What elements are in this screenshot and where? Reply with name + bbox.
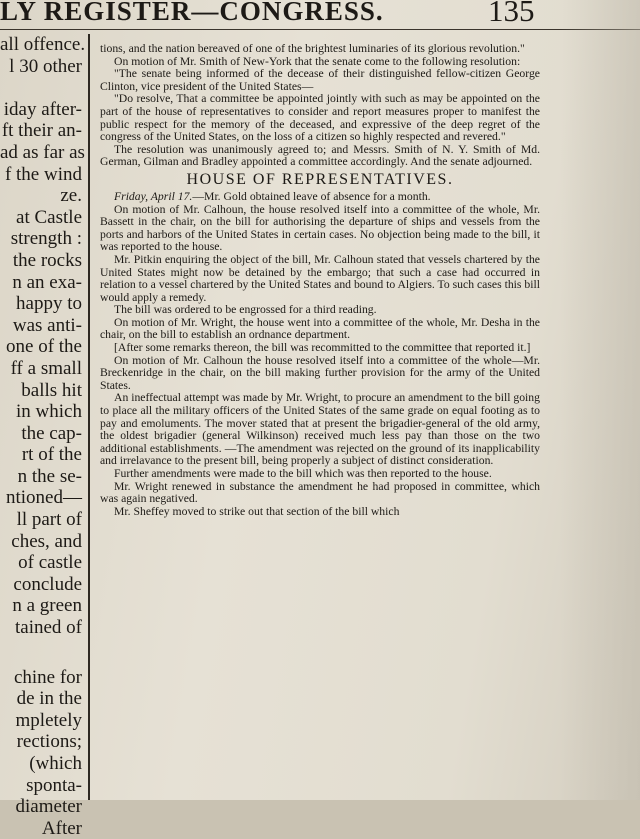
left-column-line: tained of: [14, 617, 82, 639]
left-column-gap: [0, 639, 84, 667]
left-column-line: n an exa-: [12, 271, 82, 293]
left-column-line: was anti-: [12, 314, 82, 336]
left-column-line: ches, and: [11, 530, 82, 552]
left-column-line: rt of the: [21, 444, 82, 466]
main-column: [100, 43, 540, 518]
paragraph: On motion of Mr. Smith of New-York that the senate come to the following resolution:: [114, 54, 521, 68]
page-shadow: [560, 0, 640, 800]
paragraph-text: —Mr. Gold obtained leave of absence for a month.: [192, 189, 431, 203]
left-column-line: iday after-: [3, 98, 82, 120]
left-column-line: [0, 77, 84, 99]
left-column-line: ll part of: [16, 509, 82, 531]
page-header: [0, 0, 640, 30]
left-column-fragment: [0, 34, 86, 839]
left-column-line: at Castle: [16, 206, 82, 228]
left-column-top: [0, 34, 84, 639]
left-column-line: f the wind: [4, 163, 82, 185]
paragraph: Mr. Sheffey moved to strike out that section of the bill which: [114, 504, 400, 518]
paragraph: [After some remarks thereon, the bill was recommitted to the committee that reported it.]: [114, 341, 531, 355]
left-column-line: strength :: [10, 228, 82, 250]
left-column-line: ad as far as: [0, 141, 85, 163]
left-column-line: of castle: [18, 552, 82, 574]
left-column-line: conclude: [13, 573, 82, 595]
left-column-line: the cap-: [21, 422, 82, 444]
paragraph: [100, 191, 540, 204]
running-title: LY REGISTER—CONGRESS.: [0, 0, 384, 26]
left-column-line: ntioned—: [6, 487, 82, 509]
date-label: Friday, April 17.: [114, 189, 193, 203]
paragraph: An ineffectual attempt was made by Mr. Wright, to procure an amendment to the bill going to place all the military officers of the United States of the same grade on equal footing as to pay and emoluments. The mover stated that at present the brigadier-general of the old army, the oldest brigadier (general Wilkinson) received much less pay than those on the two additional establishments. —The amendment was rejected on the ground of its inapplicability and irrelavance to the present bill, being properly a subject of distinct consideration.: [100, 391, 540, 468]
left-column-line: n the se-: [17, 465, 82, 487]
quoted-paragraph: "The senate being informed of the decease of their distinguished fellow-citizen George Clinton, vice president of the United States—: [100, 67, 540, 93]
left-column-line: all offence.: [0, 34, 86, 55]
left-column-line: (which: [29, 753, 82, 774]
paragraph: Mr. Wright renewed in substance the amendment he had proposed in committee, which was again negatived.: [100, 479, 540, 506]
section-heading: HOUSE OF REPRESENTATIVES.: [186, 170, 454, 188]
left-column-line: mpletely: [15, 709, 82, 731]
left-column-line: de in the: [16, 688, 82, 710]
paragraph: Mr. Pitkin enquiring the object of the bill, Mr. Calhoun stated that vessels chartered by the United States might now be detained by the embargo; that such a case had occurred in relation to a vessel chartered by the United States and bound to Algiers. To such cases this bill would apply a remedy.: [100, 252, 540, 304]
left-column-line: ze.: [60, 185, 82, 207]
paragraph: The bill was ordered to be engrossed for a third reading.: [114, 303, 377, 317]
left-column-line: chine for: [13, 666, 82, 688]
left-column-line: l 30 other: [9, 55, 82, 77]
left-column-line: rections;: [16, 731, 82, 753]
left-column-line: happy to: [16, 293, 82, 315]
paragraph: On motion of Mr. Wright, the house went into a committee of the whole, Mr. Desha in the chair, on the bill to establish an ordnance department.: [100, 315, 540, 342]
quoted-paragraph: "Do resolve, That a committee be appointed jointly with such as may be appointed on the part of the house of representatives to consider and report measures proper to manifest the public respect for the memory of the deceased, and expressive of the deep regret of the congress of the United States, on the loss of a citizen so highly respected and revered.": [100, 92, 540, 144]
left-column-line: balls hit: [21, 379, 82, 401]
left-column-line: the rocks: [12, 249, 82, 271]
left-column-line: in which: [16, 401, 82, 423]
left-column-bottom: [0, 667, 84, 839]
left-column-line: sponta-: [26, 774, 82, 796]
paragraph: Further amendments were made to the bill which was then reported to the house.: [114, 467, 492, 480]
left-column-line: diameter: [15, 796, 82, 818]
paragraph: The resolution was unanimously agreed to; and Messrs. Smith of N. Y. Smith of Md. German, Gilman and Bradley appointed a committee accordingly. And the senate adjourned.: [100, 142, 540, 169]
page-number: 135: [488, 0, 535, 28]
paragraph: On motion of Mr. Calhoun the house resolved itself into a committee of the whole—Mr. Breckenridge in the chair, on the bill making further provision for the army of the United States.: [100, 353, 540, 392]
left-column-line: After: [41, 817, 82, 839]
left-column-line: ft their an-: [1, 120, 82, 142]
paragraph: tions, and the nation bereaved of one of the brightest luminaries of its glorious revolution.": [100, 42, 525, 55]
left-column-line: one of the: [6, 336, 82, 358]
column-rule: [88, 34, 90, 800]
left-column-line: ff a small: [10, 357, 82, 379]
left-column-line: n a green: [12, 595, 82, 617]
paragraph: On motion of Mr. Calhoun, the house resolved itself into a committee of the whole, Mr. Bassett in the chair, on the bill for authorising the departure of ships and vessels from the ports and harbors of the United States in certain cases. No objection being made to the bill, it was reported to the house.: [100, 202, 540, 254]
